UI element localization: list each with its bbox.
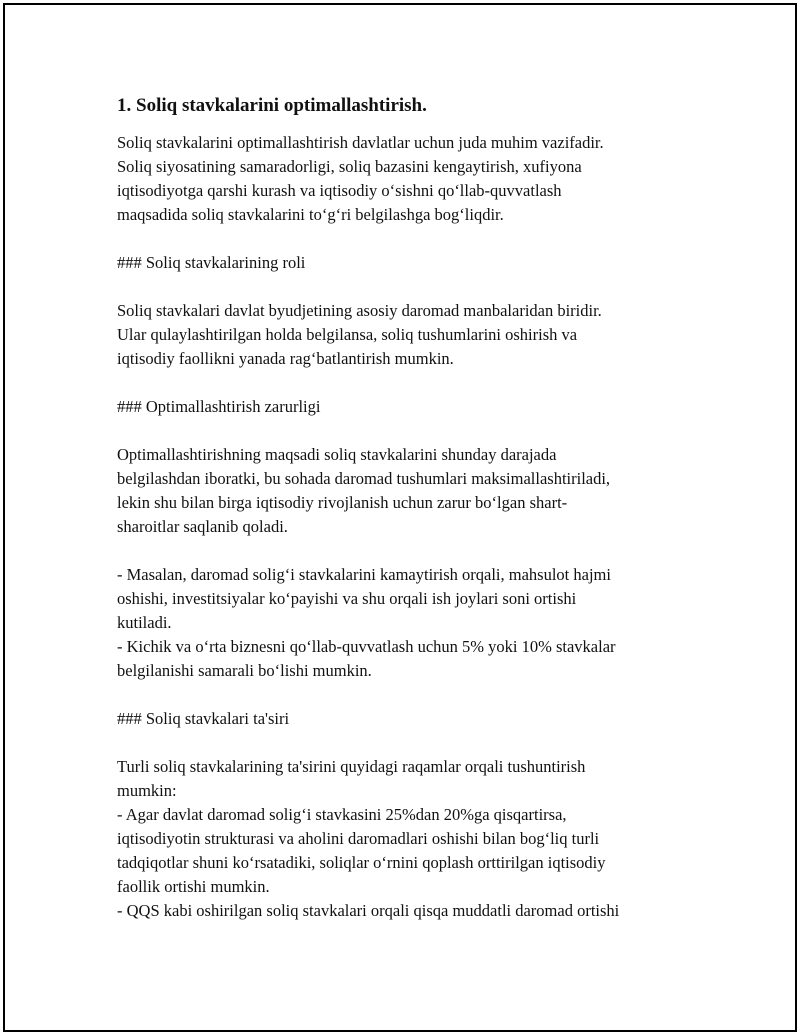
text-line: belgilanishi samarali bo‘lishi mumkin. [117, 661, 372, 680]
text-line: maqsadida soliq stavkalarini to‘g‘ri belgilashga bog‘liqdir. [117, 205, 504, 224]
text-line: oshishi, investitsiyalar ko‘payishi va shu orqali ish joylari soni ortishi [117, 589, 577, 608]
document-title: 1. Soliq stavkalarini optimallashtirish. [117, 95, 427, 116]
text-line: mumkin: [117, 781, 177, 800]
section-heading-role: ### Soliq stavkalarining roli [117, 253, 306, 272]
text-line: - Masalan, daromad solig‘i stavkalarini kamaytirish orqali, mahsulot hajmi [117, 565, 611, 584]
text-line: tadqiqotlar shuni ko‘rsatadiki, soliqlar o‘rnini qoplash orttirilgan iqtisodiy [117, 853, 606, 872]
text-line: Soliq stavkalarini optimallashtirish davlatlar uchun juda muhim vazifadir. [117, 133, 604, 152]
text-line: Ular qulaylashtirilgan holda belgilansa, soliq tushumlarini oshirish va [117, 325, 578, 344]
text-line: Optimallashtirishning maqsadi soliq stavkalarini shunday darajada [117, 445, 557, 464]
section-heading-need: ### Optimallashtirish zarurligi [117, 397, 321, 416]
text-line: iqtisodiyotga qarshi kurash va iqtisodiy o‘sishni qo‘llab-quvvatlash [117, 181, 562, 200]
text-line: iqtisodiyotin strukturasi va aholini daromadlari oshishi bilan bog‘liq turli [117, 829, 600, 848]
document-body [117, 93, 697, 923]
text-line: faollik ortishi mumkin. [117, 877, 270, 896]
intro-paragraph [117, 131, 697, 227]
role-paragraph [117, 299, 697, 371]
text-line: Soliq stavkalari davlat byudjetining asosiy daromad manbalaridan biridir. [117, 301, 602, 320]
text-line: - Kichik va o‘rta biznesni qo‘llab-quvvatlash uchun 5% yoki 10% stavkalar [117, 637, 616, 656]
text-line: sharoitlar saqlanib qoladi. [117, 517, 288, 536]
text-line: Soliq siyosatining samaradorligi, soliq bazasini kengaytirish, xufiyona [117, 157, 582, 176]
text-line: belgilashdan iboratki, bu sohada daromad tushumlari maksimallashtiriladi, [117, 469, 611, 488]
effect-paragraph [117, 755, 697, 923]
text-line: kutiladi. [117, 613, 172, 632]
text-line: - Agar davlat daromad solig‘i stavkasini 25%dan 20%ga qisqartirsa, [117, 805, 567, 824]
section-heading-effect: ### Soliq stavkalari ta'siri [117, 709, 290, 728]
text-line: lekin shu bilan birga iqtisodiy rivojlanish uchun zarur bo‘lgan shart- [117, 493, 568, 512]
text-line: Turli soliq stavkalarining ta'sirini quyidagi raqamlar orqali tushuntirish [117, 757, 586, 776]
text-line: iqtisodiy faollikni yanada rag‘batlantirish mumkin. [117, 349, 454, 368]
text-line: - QQS kabi oshirilgan soliq stavkalari orqali qisqa muddatli daromad ortishi [117, 901, 620, 920]
bullet-list-examples [117, 563, 697, 683]
need-paragraph [117, 443, 697, 539]
